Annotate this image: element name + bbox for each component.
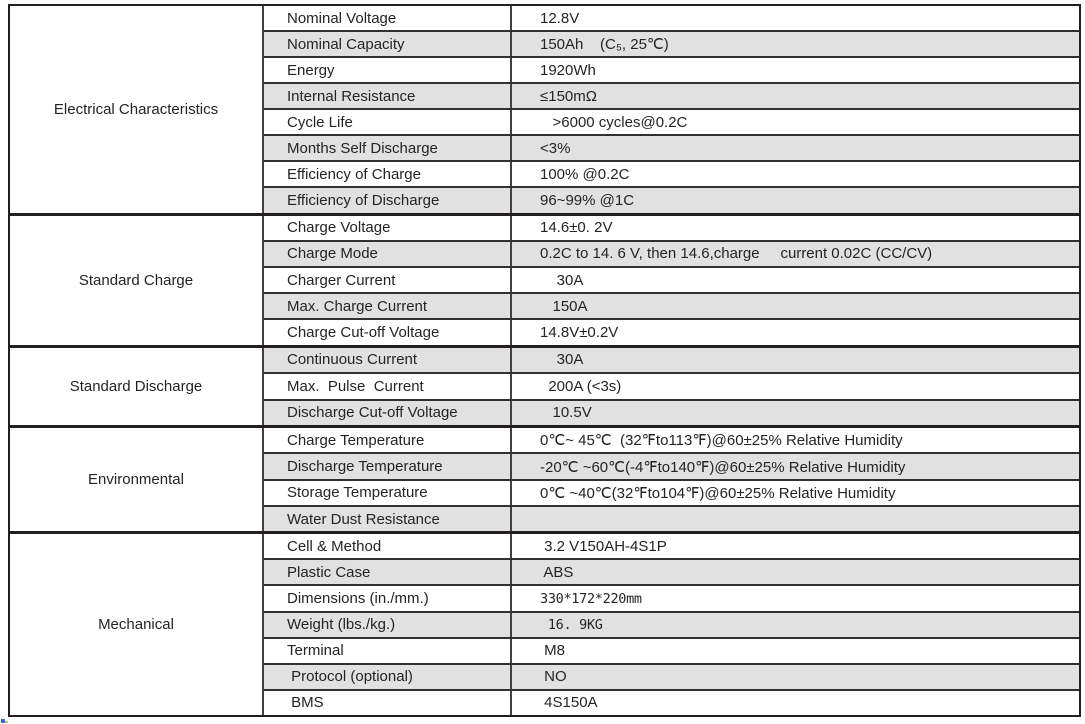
- spec-row: [264, 348, 1079, 372]
- spec-row: [264, 108, 1079, 134]
- category-label: Standard Charge: [78, 271, 194, 289]
- param-cell: Cycle Life: [287, 113, 353, 131]
- table-section: [10, 531, 1079, 715]
- param-cell: Efficiency of Discharge: [287, 191, 440, 209]
- value-cell: 12.8V: [510, 6, 1079, 30]
- category-label: Environmental: [88, 471, 184, 489]
- param-cell: Discharge Temperature: [287, 458, 443, 475]
- value-cell: 16. 9KG: [510, 613, 1079, 637]
- param-cell: Max. Pulse Current: [287, 377, 424, 395]
- value-cell: 0℃~ 45℃ (32℉to113℉)@60±25% Relative Humidity: [510, 428, 1079, 452]
- value-cell: [510, 507, 1079, 531]
- spec-row: [264, 428, 1079, 452]
- section-rows: [262, 6, 1079, 213]
- value-cell: NO: [510, 665, 1079, 689]
- spec-row: [264, 216, 1079, 240]
- category-cell: [10, 348, 262, 425]
- value-cell: 30A: [510, 268, 1079, 292]
- spec-row: [264, 56, 1079, 82]
- param-cell: Efficiency of Charge: [287, 165, 421, 183]
- table-section: [10, 213, 1079, 345]
- value-cell: 200A (<3s): [510, 374, 1079, 398]
- table-section: [10, 6, 1079, 213]
- spec-row: [264, 689, 1079, 715]
- param-cell: Internal Resistance: [287, 87, 416, 105]
- spec-row: [264, 663, 1079, 689]
- param-cell: Discharge Cut-off Voltage: [287, 404, 458, 422]
- spec-table: [8, 4, 1081, 717]
- category-label: Standard Discharge: [69, 377, 203, 395]
- section-rows: [262, 534, 1079, 715]
- spec-row: [264, 240, 1079, 266]
- category-cell: [10, 534, 262, 715]
- value-cell: 150Ah (C₅, 25℃): [510, 32, 1079, 56]
- param-cell: Protocol (optional): [287, 668, 413, 686]
- section-rows: [262, 216, 1079, 345]
- spec-row: [264, 637, 1079, 663]
- param-cell: Max. Charge Current: [287, 297, 428, 315]
- scan-artifact-yellow-dot: [5, 721, 8, 723]
- spec-row: [264, 292, 1079, 318]
- spec-row: [264, 266, 1079, 292]
- value-cell: 1920Wh: [510, 58, 1079, 82]
- spec-row: [264, 399, 1079, 425]
- spec-row: [264, 372, 1079, 398]
- spec-row: [264, 318, 1079, 344]
- category-label: Electrical Characteristics: [53, 100, 219, 118]
- spec-row: [264, 160, 1079, 186]
- section-rows: [262, 428, 1079, 531]
- category-label: Mechanical: [98, 616, 174, 634]
- param-cell: Nominal Capacity: [287, 35, 405, 53]
- value-cell: 330*172*220mm: [510, 586, 1079, 610]
- param-cell: Continuous Current: [287, 351, 418, 369]
- spec-row: [264, 505, 1079, 531]
- spec-row: [264, 134, 1079, 160]
- param-cell: BMS: [287, 694, 324, 712]
- param-cell: Terminal: [287, 642, 344, 660]
- value-cell: 150A: [510, 294, 1079, 318]
- value-cell: 100% @0.2C: [510, 162, 1079, 186]
- value-cell: ≤150mΩ: [510, 84, 1079, 108]
- spec-row: [264, 558, 1079, 584]
- value-cell: 14.8V±0.2V: [510, 320, 1079, 344]
- value-cell: 10.5V: [510, 401, 1079, 425]
- spec-row: [264, 186, 1079, 212]
- section-rows: [262, 348, 1079, 425]
- value-cell: 0.2C to 14. 6 V, then 14.6,charge current 0.02C (CC/CV): [510, 242, 1079, 266]
- spec-row: [264, 452, 1079, 478]
- spec-row: [264, 611, 1079, 637]
- param-cell: Nominal Voltage: [287, 9, 397, 27]
- param-cell: Storage Temperature: [287, 484, 428, 502]
- param-cell: Energy: [287, 61, 335, 79]
- category-cell: [10, 6, 262, 213]
- value-cell: 4S150A: [510, 691, 1079, 715]
- category-cell: [10, 428, 262, 531]
- param-cell: Charge Temperature: [287, 431, 425, 449]
- param-cell: Dimensions (in./mm.): [287, 590, 429, 608]
- value-cell: >6000 cycles@0.2C: [510, 110, 1079, 134]
- param-cell: Charge Cut-off Voltage: [287, 324, 440, 341]
- table-section: [10, 425, 1079, 531]
- value-cell: 96~99% @1C: [510, 188, 1079, 212]
- value-cell: 0℃ ~40℃(32℉to104℉)@60±25% Relative Humidity: [510, 481, 1079, 505]
- value-cell: 30A: [510, 348, 1079, 372]
- value-cell: 3.2 V150AH-4S1P: [510, 534, 1079, 558]
- param-cell: Charge Mode: [287, 245, 378, 263]
- spec-row: [264, 534, 1079, 558]
- param-cell: Plastic Case: [287, 563, 371, 581]
- param-cell: Water Dust Resistance: [287, 510, 440, 528]
- spec-row: [264, 584, 1079, 610]
- value-cell: ABS: [510, 560, 1079, 584]
- spec-row: [264, 6, 1079, 30]
- param-cell: Charge Voltage: [287, 219, 391, 237]
- value-cell: -20℃ ~60℃(-4℉to140℉)@60±25% Relative Humidity: [510, 454, 1079, 478]
- table-section: [10, 345, 1079, 425]
- spec-row: [264, 30, 1079, 56]
- param-cell: Charger Current: [287, 271, 396, 289]
- param-cell: Cell & Method: [287, 537, 382, 555]
- spec-row: [264, 479, 1079, 505]
- category-cell: [10, 216, 262, 345]
- value-cell: <3%: [510, 136, 1079, 160]
- value-cell: M8: [510, 639, 1079, 663]
- value-cell: 14.6±0. 2V: [510, 216, 1079, 240]
- param-cell: Weight (lbs./kg.): [287, 616, 396, 634]
- param-cell: Months Self Discharge: [287, 139, 438, 157]
- spec-row: [264, 82, 1079, 108]
